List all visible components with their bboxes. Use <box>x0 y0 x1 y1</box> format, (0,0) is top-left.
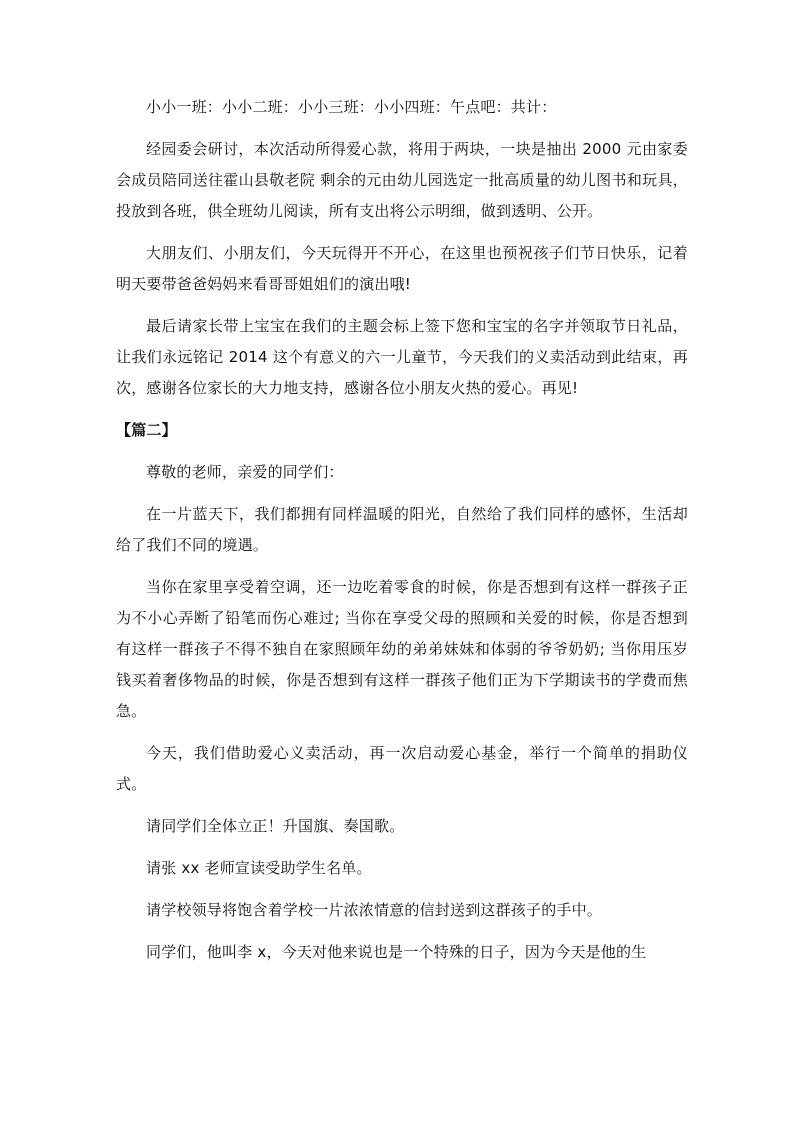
paragraph-envelopes: 请学校领导将饱含着学校一片浓浓情意的信封送到这群孩子的手中。 <box>146 901 603 919</box>
paragraph-read-names: 请张 xx 老师宣读受助学生名单。 <box>146 859 372 877</box>
paragraph-holiday-wishes: 大朋友们、小朋友们，今天玩得开不开心，在这里也预祝孩子们节日快乐，记着明天要带爸爸妈妈来看哥哥姐姐们的演出哦! <box>116 244 688 293</box>
paragraph-greeting: 尊敬的老师，亲爱的同学们： <box>146 463 344 481</box>
paragraph-class-totals: 小小一班：小小二班：小小三班：小小四班：午点吧：共计： <box>146 98 557 116</box>
document-body <box>116 92 688 979</box>
section-heading: 【篇二】 <box>116 421 177 439</box>
paragraph-donation-usage: 经园委会研讨，本次活动所得爱心款，将用于两块，一块是抽出 2000 元由家委会成员陪同送往霍山县敬老院 剩余的元由幼儿园选定一批高质量的幼儿图书和玩具，投放到各班，供全班幼儿阅读，所有支出将公示明细，做到透明、公开。 <box>116 140 688 220</box>
paragraph-blue-sky: 在一片蓝天下，我们都拥有同样温暖的阳光，自然给了我们同样的感怀，生活却给了我们不同的境遇。 <box>116 505 688 554</box>
paragraph-comparison: 当你在家里享受着空调，还一边吃着零食的时候，你是否想到有这样一群孩子正为不小心弄断了铅笔而伤心难过; 当你在享受父母的照顾和关爱的时候，你是否想到有这样一群孩子不得不独自在家照顾年幼的弟弟妹妹和体弱的爷爷奶奶; 当你用压岁钱买着奢侈物品的时候，你是否想到有这样一群孩子他们正为下学期读书的学费而焦急。 <box>116 578 688 720</box>
paragraph-charity-sale: 今天，我们借助爱心义卖活动，再一次启动爱心基金，举行一个简单的捐助仪式。 <box>116 744 688 793</box>
paragraph-closing-thanks: 最后请家长带上宝宝在我们的主题会标上签下您和宝宝的名字并领取节日礼品，让我们永远铭记 2014 这个有意义的六一儿童节，今天我们的义卖活动到此结束，再次，感谢各位家长的大力地支持，感谢各位小朋友火热的爱心。再见! <box>116 317 688 397</box>
paragraph-flag-ceremony: 请同学们全体立正！升国旗、奏国歌。 <box>146 817 405 835</box>
paragraph-student-story: 同学们，他叫李 x，今天对他来说也是一个特殊的日子，因为今天是他的生 <box>146 943 647 961</box>
